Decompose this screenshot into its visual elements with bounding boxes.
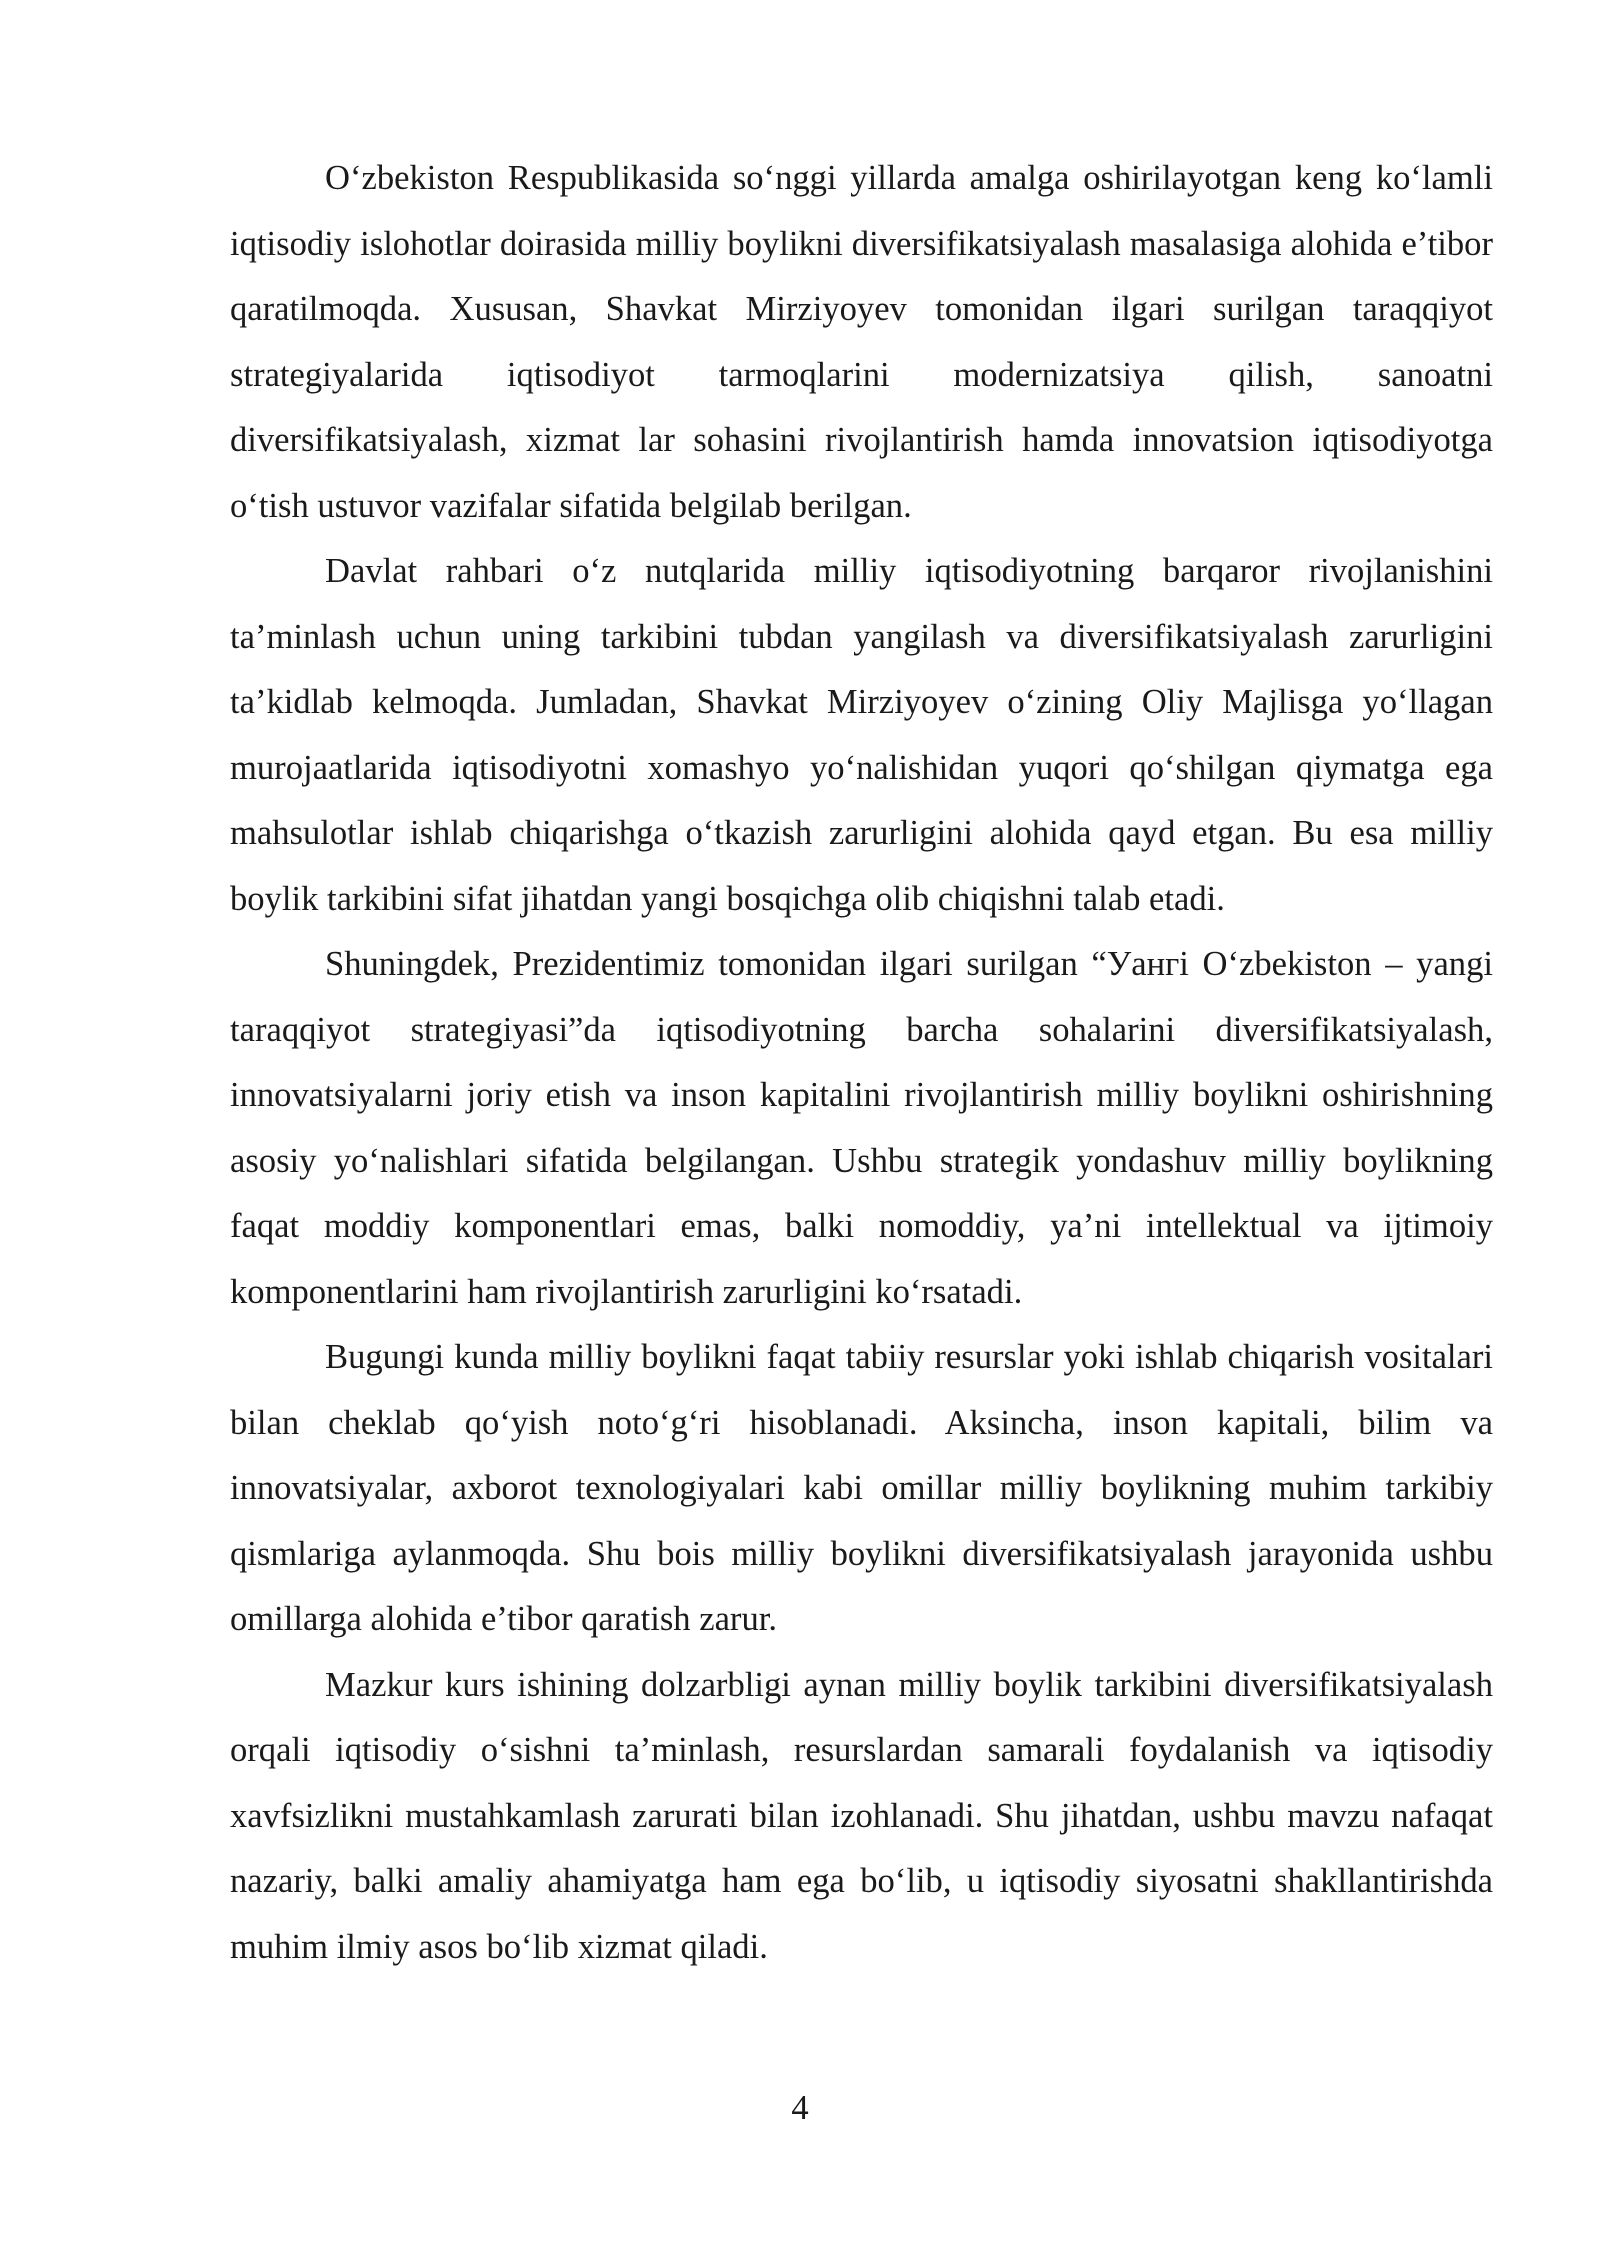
paragraph-3: Shuningdek, Prezidentimiz tomonidan ilgari surilgan “Уангi O‘zbekiston – yangi taraqqiyot strategiyasi”da iqtisodiyotning barcha sohalarini diversifikatsiyalash, innovatsiyalarni joriy etish va inson kapitalini rivojlantirish milliy boylikni oshirishning asosiy yo‘nalishlari sifatida belgilangan. Ushbu strategik yondashuv milliy boylikning faqat moddiy komponentlari emas, balki nomoddiy, ya’ni intellektual va ijtimoiy komponentlarini ham rivojlantirish zarurligini ko‘rsatadi. (230, 945, 1493, 1311)
page-number: 4 (791, 2089, 809, 2127)
paragraph-1: O‘zbekiston Respublikasida so‘nggi yillarda amalga oshirilayotgan keng ko‘lamli iqtisodiy islohotlar doirasida milliy boylikni diversifikatsiyalash masalasiga alohida e’tibor qaratilmoqda. Xususan, Shavkat Mirziyoyev tomonidan ilgari surilgan taraqqiyot strategiyalarida iqtisodiyot tarmoqlarini modernizatsiya qilish, sanoatni diversifikatsiyalash, xizmat lar sohasini rivojlantirish hamda innovatsion iqtisodiyotga o‘tish ustuvor vazifalar sifatida belgilab berilgan. (230, 159, 1493, 525)
body-text (230, 146, 1493, 1980)
paragraph-4: Bugungi kunda milliy boylikni faqat tabiiy resurslar yoki ishlab chiqarish vositalari bilan cheklab qo‘yish noto‘g‘ri hisoblanadi. Aksincha, inson kapitali, bilim va innovatsiyalar, axborot texnologiyalari kabi omillar milliy boylikning muhim tarkibiy qismlariga aylanmoqda. Shu bois milliy boylikni diversifikatsiyalash jarayonida ushbu omillarga alohida e’tibor qaratish zarur. (230, 1338, 1493, 1638)
paragraph-5: Mazkur kurs ishining dolzarbligi aynan milliy boylik tarkibini diversifikatsiyalash orqali iqtisodiy o‘sishni ta’minlash, resurslardan samarali foydalanish va iqtisodiy xavfsizlikni mustahkamlash zarurati bilan izohlanadi. Shu jihatdan, ushbu mavzu nafaqat nazariy, balki amaliy ahamiyatga ham ega bo‘lib, u iqtisodiy siyosatni shakllantirishda muhim ilmiy asos bo‘lib xizmat qiladi. (230, 1665, 1493, 1966)
paragraph-2: Davlat rahbari o‘z nutqlarida milliy iqtisodiyotning barqaror rivojlanishini ta’minlash uchun uning tarkibini tubdan yangilash va diversifikatsiyalash zarurligini ta’kidlab kelmoqda. Jumladan, Shavkat Mirziyoyev o‘zining Oliy Majlisga yo‘llagan murojaatlarida iqtisodiyotni xomashyo yo‘nalishidan yuqori qo‘shilgan qiymatga ega mahsulotlar ishlab chiqarishga o‘tkazish zarurligini alohida qayd etgan. Bu esa milliy boylik tarkibini sifat jihatdan yangi bosqichga olib chiqishni talab etadi. (230, 552, 1493, 918)
